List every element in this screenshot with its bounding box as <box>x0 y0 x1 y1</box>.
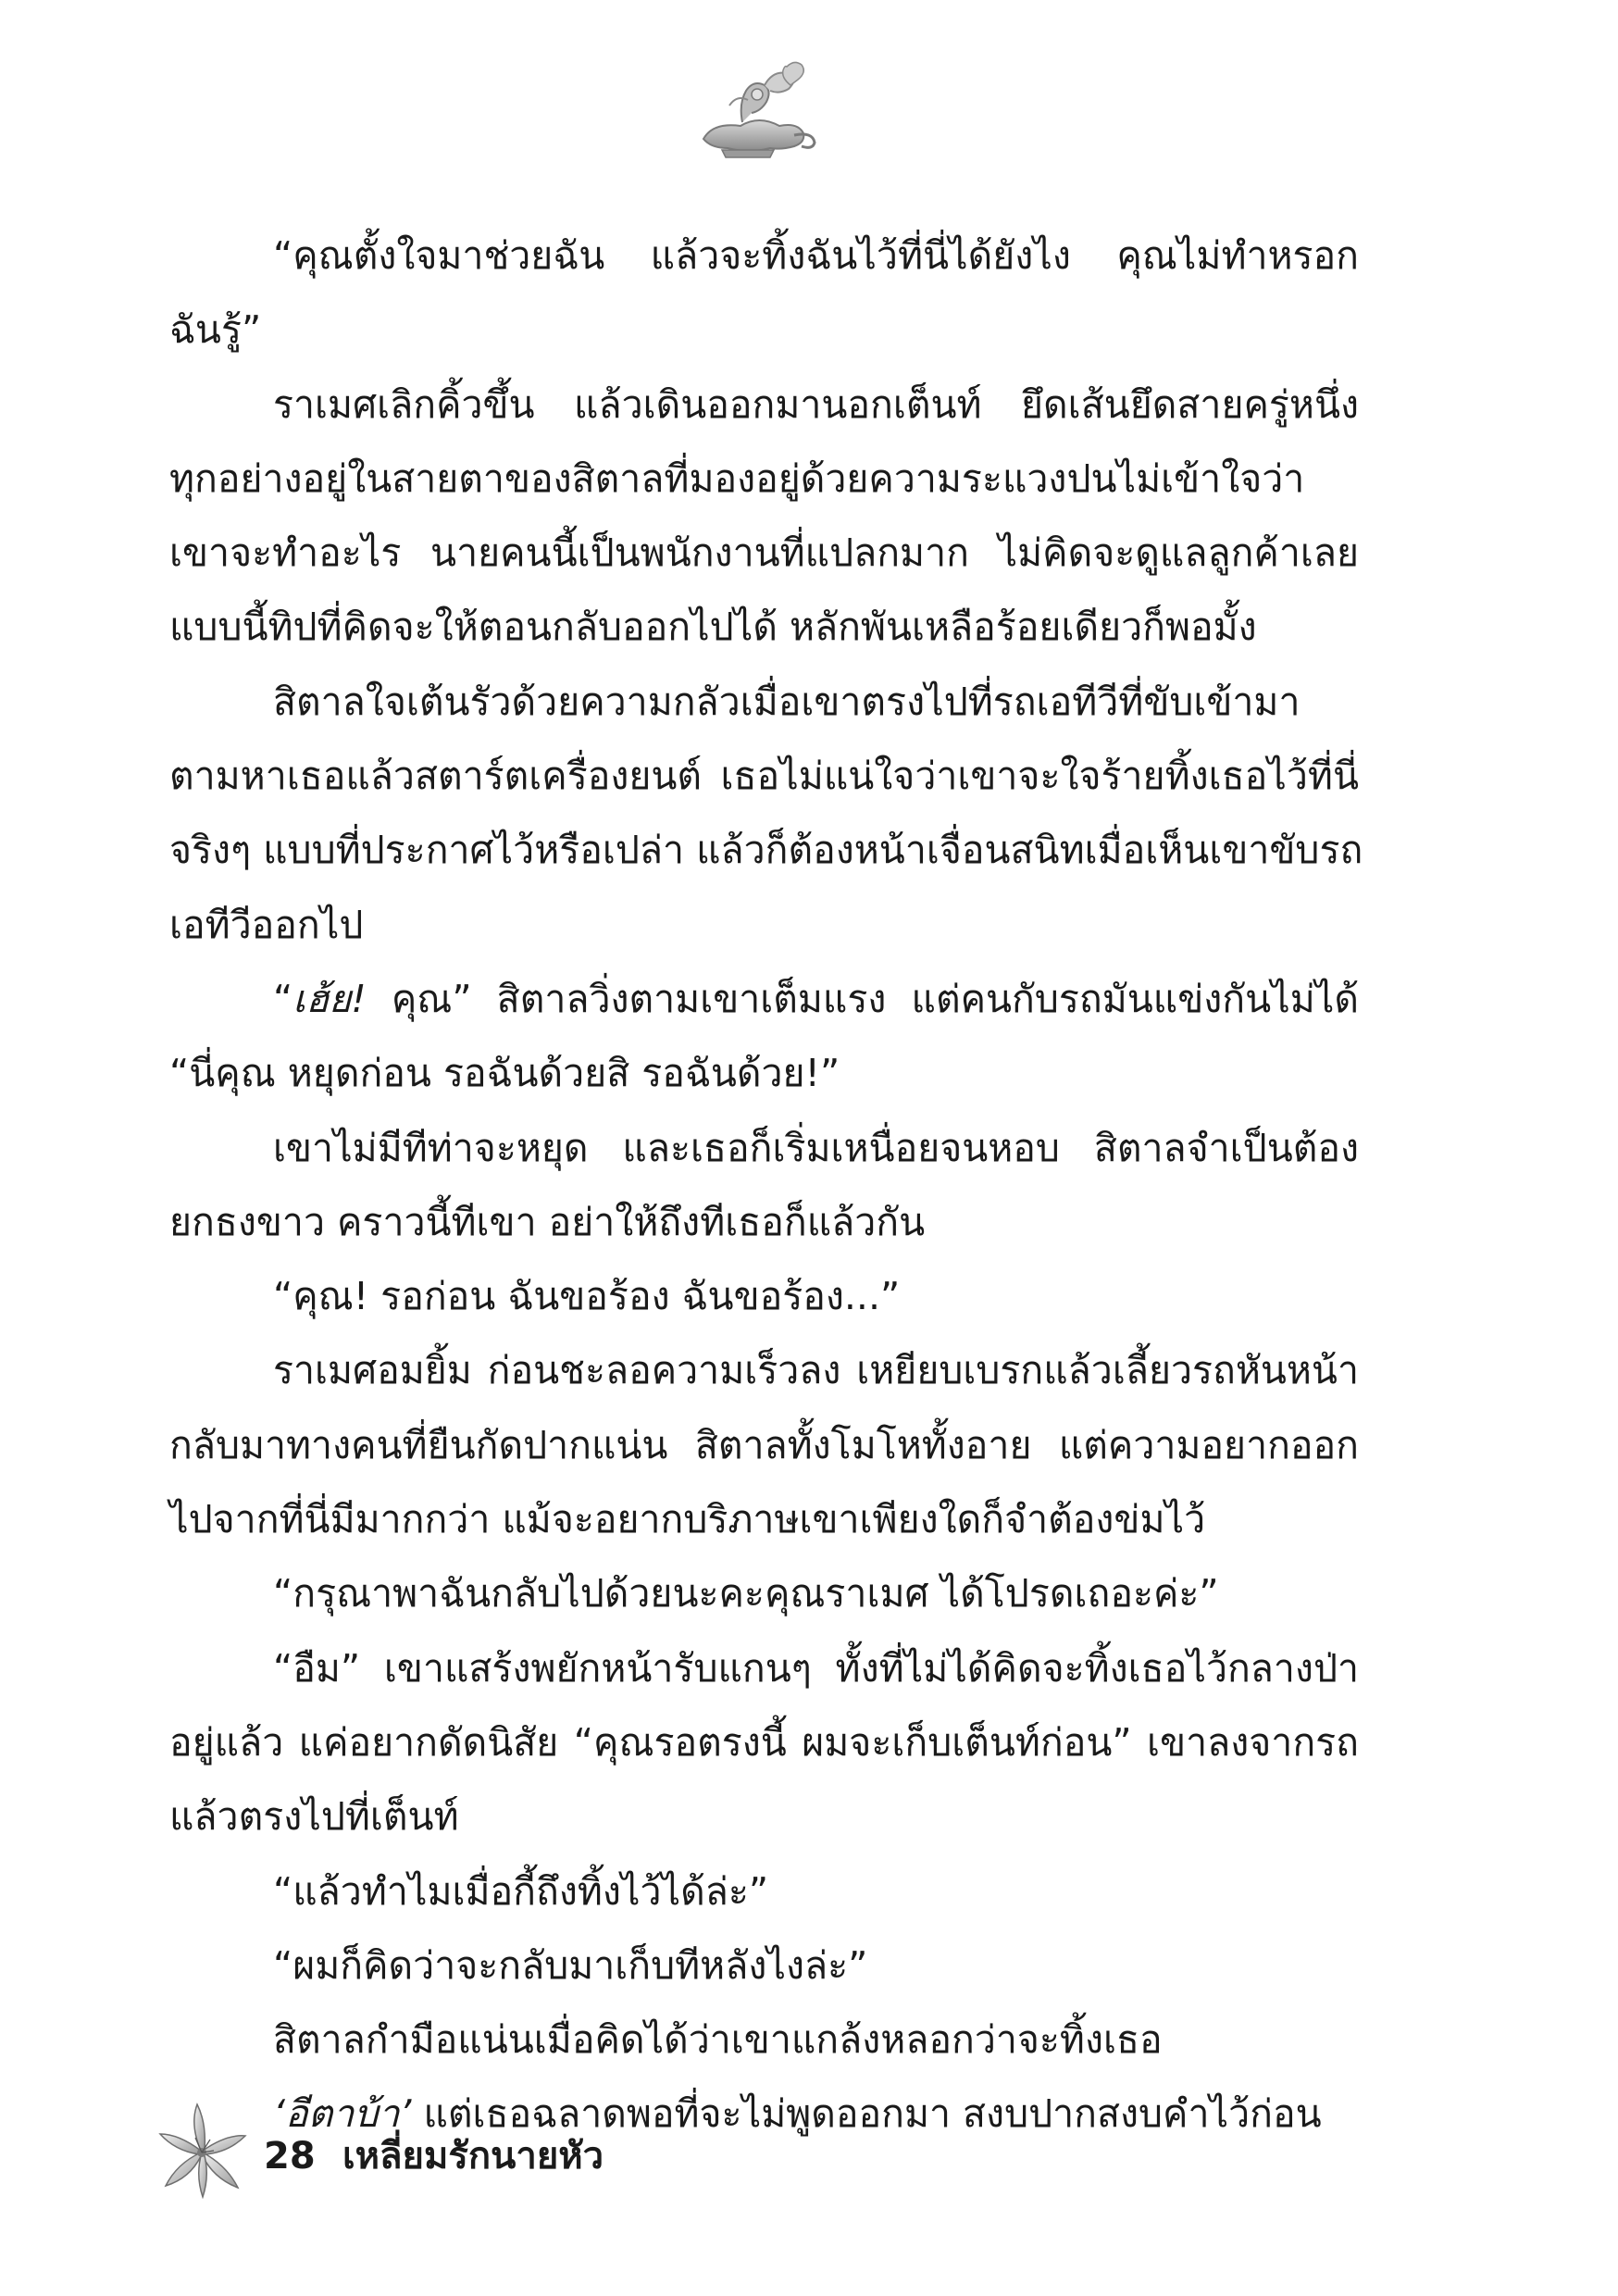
text-line: สิตาลใจเต้นรัวด้วยความกลัวเมื่อเขาตรงไปที่รถเอทีวีที่ขับเข้ามา <box>273 679 1301 724</box>
text-line <box>169 962 1359 1036</box>
chapter-body-text <box>169 218 1363 2152</box>
text-line: ราเมศอมยิ้ม ก่อนชะลอความเร็วลง เหยียบเบรกแล้วเลี้ยวรถหันหน้า <box>273 1348 1359 1393</box>
text-line: ทุกอย่างอยู่ในสายตาของสิตาลที่มองอยู่ด้วยความระแวงปนไม่เข้าใจว่า <box>169 455 1305 501</box>
lily-flower-icon <box>153 2097 250 2199</box>
italic-exclamation: เฮ้ย! <box>292 976 367 1021</box>
text-line: “อืม” เขาแสร้งพยักหน้ารับแกนๆ ทั้งที่ไม่ได้คิดจะทิ้งเธอไว้กลางป่า <box>273 1645 1359 1691</box>
book-title: เหลี่ยมรักนายหัว <box>342 2135 604 2177</box>
text-line: เขาจะทำอะไร นายคนนี้เป็นพนักงานที่แปลกมาก ไม่คิดจะดูแลลูกค้าเลย <box>169 530 1359 576</box>
text-line: “คุณ! รอก่อน ฉันขอร้อง ฉันขอร้อง...” <box>273 1274 901 1319</box>
open-quote: ‘ <box>273 2091 286 2137</box>
text-line: “นี่คุณ หยุดก่อน รอฉันด้วยสิ รอฉันด้วย!” <box>169 1051 840 1096</box>
text-line: เขาไม่มีทีท่าจะหยุด และเธอก็เริ่มเหนื่อยจนหอบ สิตาลจำเป็นต้อง <box>273 1125 1359 1170</box>
page-footer <box>153 2097 801 2199</box>
line-remainder: คุณ” สิตาลวิ่งตามเขาเต็มแรง แต่คนกับรถมันแข่งกันไม่ได้ <box>366 976 1359 1021</box>
text-line: ไปจากที่นี่มีมากกว่า แม้จะอยากบริภาษเขาเพียงใดก็จำต้องข่มไว้ <box>169 1497 1206 1542</box>
text-line: กลับมาทางคนที่ยืนกัดปากแน่น สิตาลทั้งโมโหทั้งอาย แต่ความอยากออก <box>169 1422 1359 1467</box>
text-line: แบบนี้ทิปที่คิดจะให้ตอนกลับออกไปได้ หลักพันเหลือร้อยเดียวก็พอมั้ง <box>169 605 1257 650</box>
text-line: สิตาลกำมือแน่นเมื่อคิดได้ว่าเขาแกล้งหลอกว่าจะทิ้งเธอ <box>273 2017 1163 2063</box>
text-line: จริงๆ แบบที่ประกาศไว้หรือเปล่า แล้วก็ต้องหน้าเจื่อนสนิทเมื่อเห็นเขาขับรถ <box>169 828 1363 873</box>
text-line: “คุณตั้งใจมาช่วยฉัน แล้วจะทิ้งฉันไว้ที่นี่ได้ยังไง คุณไม่ทำหรอก <box>273 233 1359 278</box>
text-line: ตามหาเธอแล้วสตาร์ตเครื่องยนต์ เธอไม่แน่ใจว่าเขาจะใจร้ายทิ้งเธอไว้ที่นี่ <box>169 754 1359 799</box>
text-line: “กรุณาพาฉันกลับไปด้วยนะคะคุณราเมศ ได้โปรดเถอะค่ะ” <box>273 1571 1219 1616</box>
text-line: เอทีวีออกไป <box>169 902 364 947</box>
text-line: “ผมก็คิดว่าจะกลับมาเก็บทีหลังไงล่ะ” <box>273 1942 868 1988</box>
open-quote: “ <box>273 976 293 1021</box>
page-number: 28 <box>264 2135 316 2177</box>
thought-text: อีตาบ้า’ <box>285 2091 412 2137</box>
line-remainder: แต่เธอฉลาดพอที่จะไม่พูดออกมา สงบปากสงบคำไว้ก่อน <box>411 2091 1322 2137</box>
text-line: ราเมศเลิกคิ้วขึ้น แล้วเดินออกมานอกเต็นท์ ยึดเส้นยึดสายครู่หนึ่ง <box>273 381 1359 427</box>
text-line: “แล้วทำไมเมื่อกี้ถึงทิ้งไว้ได้ล่ะ” <box>273 1868 769 1914</box>
text-line: ฉันรู้” <box>169 307 262 353</box>
text-line: แล้วตรงไปที่เต็นท์ <box>169 1794 459 1840</box>
text-line: อยู่แล้ว แค่อยากดัดนิสัย “คุณรอตรงนี้ ผมจะเก็บเต็นท์ก่อน” เขาลงจากรถ <box>169 1719 1359 1765</box>
text-line: ยกธงขาว คราวนี้ทีเขา อย่าให้ถึงทีเธอก็แล้วกัน <box>169 1199 926 1244</box>
lamp-with-cupid-icon <box>685 57 824 168</box>
